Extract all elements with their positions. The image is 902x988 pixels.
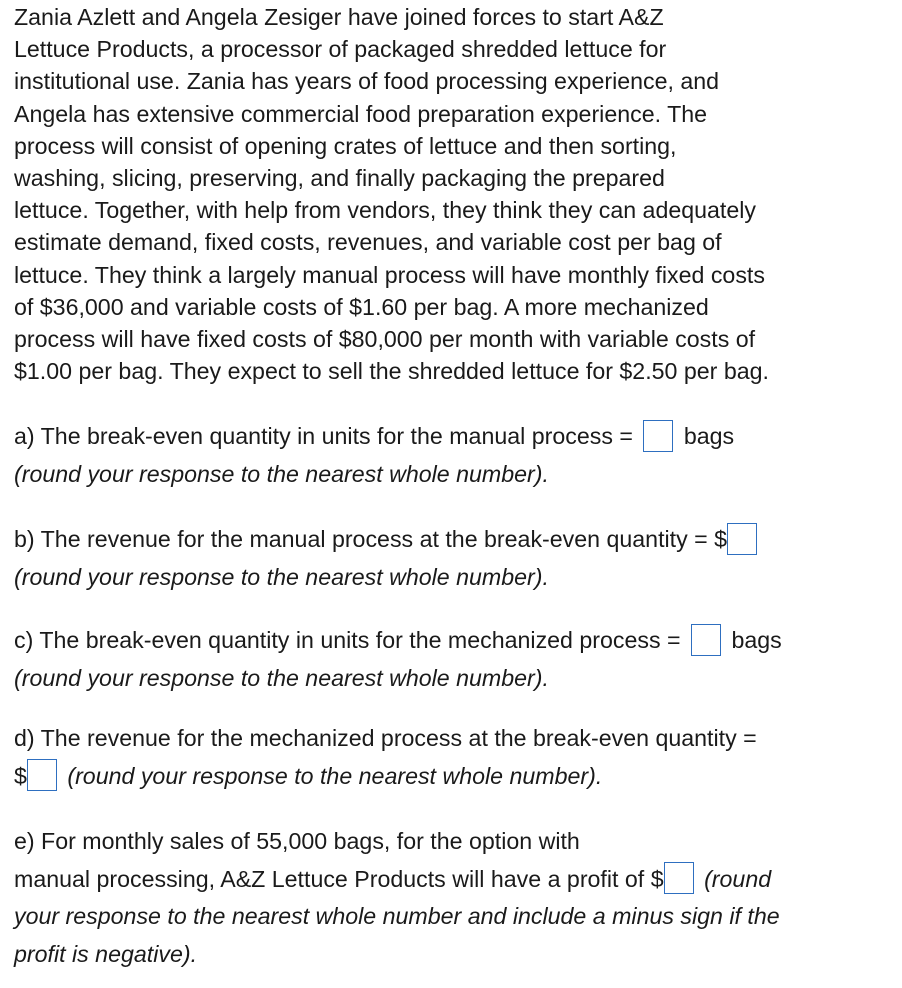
question-b-note: (round your response to the nearest whole number). bbox=[14, 563, 549, 590]
intro-line: $1.00 per bag. They expect to sell the shredded lettuce for $2.50 per bag. bbox=[14, 358, 769, 385]
intro-line: estimate demand, fixed costs, revenues, and variable cost per bag of bbox=[14, 229, 722, 256]
intro-line: Angela has extensive commercial food preparation experience. The bbox=[14, 100, 708, 127]
question-e-note-line2: your response to the nearest whole number and include a minus sign if the bbox=[14, 903, 780, 929]
question-e-note-line3: profit is negative). bbox=[14, 940, 198, 967]
intro-line: lettuce. They think a largely manual process will have monthly fixed costs bbox=[14, 261, 765, 288]
question-c-answer-input[interactable] bbox=[691, 624, 721, 656]
question-d-row bbox=[14, 758, 894, 796]
question-d-text: d) The revenue for the mechanized process at the break-even quantity = bbox=[14, 725, 757, 751]
question-e-line2: manual processing, A&Z Lettuce Products will have a profit of bbox=[14, 865, 645, 892]
question-e-line1: e) For monthly sales of 55,000 bags, for the option with bbox=[14, 828, 580, 854]
question-a-row bbox=[14, 418, 894, 456]
question-a-text: a) The break-even quantity in units for the manual process = bbox=[14, 423, 633, 449]
question-c-unit: bags bbox=[731, 627, 782, 653]
question-e-note-start: (round bbox=[704, 865, 772, 892]
intro-line: institutional use. Zania has years of food processing experience, and bbox=[14, 68, 720, 95]
question-d-currency: $ bbox=[14, 762, 27, 789]
problem-statement bbox=[14, 1, 894, 387]
intro-line: Zania Azlett and Angela Zesiger have joined forces to start A&Z bbox=[14, 4, 664, 30]
question-b-currency: $ bbox=[714, 526, 728, 552]
question-b-answer-input[interactable] bbox=[727, 523, 757, 555]
question-b bbox=[14, 521, 894, 596]
question-c-note: (round your response to the nearest whole number). bbox=[14, 664, 549, 691]
question-b-text: b) The revenue for the manual process at the break-even quantity = bbox=[14, 526, 708, 552]
question-e-currency: $ bbox=[650, 865, 664, 892]
intro-line: lettuce. Together, with help from vendors, they think they can adequately bbox=[14, 197, 757, 224]
question-a-unit: bags bbox=[683, 423, 735, 449]
question-c-text: c) The break-even quantity in units for the mechanized process = bbox=[14, 627, 681, 653]
question-e bbox=[14, 823, 894, 973]
question-d-answer-input[interactable] bbox=[27, 759, 57, 791]
question-c bbox=[14, 622, 894, 697]
question-d bbox=[14, 720, 894, 795]
intro-line: process will consist of opening crates of lettuce and then sorting, bbox=[14, 132, 677, 159]
question-e-answer-input[interactable] bbox=[664, 862, 694, 894]
question-e-row bbox=[14, 861, 894, 899]
intro-line: process will have fixed costs of $80,000 per month with variable costs of bbox=[14, 326, 756, 353]
question-a-note: (round your response to the nearest whole number). bbox=[14, 460, 549, 487]
question-b-row bbox=[14, 521, 894, 559]
intro-line: washing, slicing, preserving, and finally packaging the prepared bbox=[14, 165, 665, 192]
question-c-row bbox=[14, 622, 894, 660]
question-a-answer-input[interactable] bbox=[643, 420, 673, 452]
intro-line: Lettuce Products, a processor of packaged shredded lettuce for bbox=[14, 36, 667, 63]
question-d-note: (round your response to the nearest whole number). bbox=[67, 762, 603, 789]
question-a bbox=[14, 418, 894, 493]
intro-line: of $36,000 and variable costs of $1.60 per bag. A more mechanized bbox=[14, 293, 709, 320]
